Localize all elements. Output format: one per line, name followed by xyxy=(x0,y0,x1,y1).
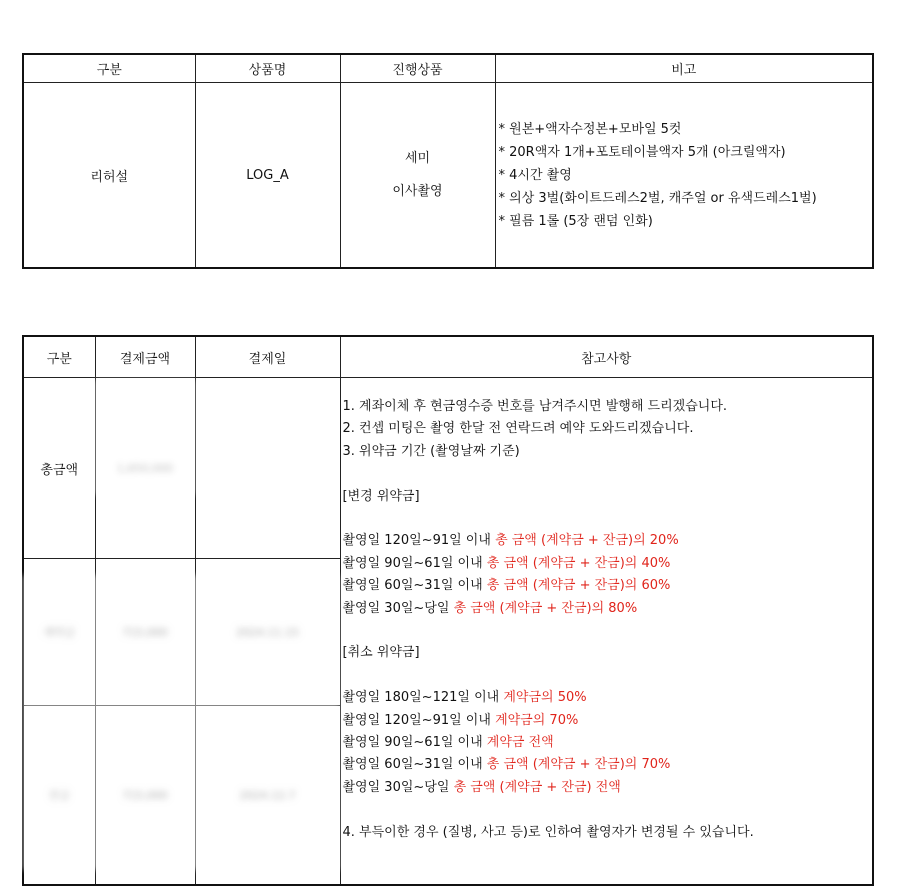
header-payment-date: 결제일 xyxy=(195,336,340,378)
change-penalty-line: 촬영일 30일~당일 총 금액 (계약금 + 잔금)의 80% xyxy=(342,600,638,616)
cancel-penalty-line: 촬영일 180일~121일 이내 계약금의 50% xyxy=(342,690,587,706)
note-line: * 의상 3벌(화이트드레스2벌, 캐주얼 or 유색드레스1벌) xyxy=(498,190,817,206)
product-table-header-row xyxy=(23,54,873,83)
header-product-name: 상품명 xyxy=(195,54,340,83)
change-penalty-line: 촬영일 60일~31일 이내 총 금액 (계약금 + 잔금)의 60% xyxy=(342,578,671,594)
cancel-penalty-line: 촬영일 90일~61일 이내 계약금 전액 xyxy=(342,735,554,751)
product-table-row xyxy=(23,83,873,269)
cancel-penalty-line: 촬영일 60일~31일 이내 총 금액 (계약금 + 잔금)의 70% xyxy=(342,757,671,773)
cell-category: 잔금 xyxy=(23,706,95,886)
header-category: 구분 xyxy=(23,54,195,83)
cell-reference xyxy=(340,378,873,886)
change-penalty-line: 촬영일 120일~91일 이내 총 금액 (계약금 + 잔금)의 20% xyxy=(342,533,679,549)
reference-item: 1. 계좌이체 후 현금영수증 번호를 남겨주시면 발행해 드리겠습니다. xyxy=(342,399,728,414)
amount-value: 715,000 xyxy=(122,788,168,802)
amount-value: 715,000 xyxy=(122,625,168,639)
reference-footer: 4. 부득이한 경우 (질병, 사고 등)로 인하여 촬영자가 변경될 수 있습니다. xyxy=(342,824,754,840)
progress-line-1: 세미 xyxy=(404,151,431,166)
reference-item: 2. 컨셉 미팅은 촬영 한달 전 연락드려 예약 도와드리겠습니다. xyxy=(342,421,694,437)
note-line: * 원본+액자수정본+모바일 5컷 xyxy=(498,121,682,137)
cancel-penalty-line: 촬영일 30일~당일 총 금액 (계약금 + 잔금) 전액 xyxy=(342,779,621,795)
change-penalty-title: [변경 위약금] xyxy=(342,488,420,504)
payment-table-header-row xyxy=(23,336,873,378)
header-reference: 참고사항 xyxy=(340,336,873,378)
header-notes: 비고 xyxy=(495,54,873,83)
cell-category: 리허설 xyxy=(23,83,195,269)
header-category: 구분 xyxy=(23,336,95,378)
cell-payment-date: 2024.11.15 xyxy=(195,559,340,706)
redaction-overlay xyxy=(22,575,340,870)
cancel-penalty-line: 촬영일 120일~91일 이내 계약금의 70% xyxy=(342,712,579,728)
redaction-overlay xyxy=(95,380,195,495)
product-table xyxy=(22,53,874,269)
cell-payment-date xyxy=(195,378,340,559)
cell-notes xyxy=(495,83,873,269)
cell-category: 계약금 xyxy=(23,559,95,706)
header-amount: 결제금액 xyxy=(95,336,195,378)
progress-line-2: 이사촬영 xyxy=(392,184,443,199)
cancel-penalty-title: [취소 위약금] xyxy=(342,645,420,661)
reference-item: 3. 위약금 기간 (촬영날짜 기준) xyxy=(342,443,520,459)
note-line: * 필름 1롤 (5장 랜덤 인화) xyxy=(498,213,653,229)
header-progress-product: 진행상품 xyxy=(340,54,495,83)
cell-category: 총금액 xyxy=(23,378,95,559)
cell-payment-date: 2024.12.7 xyxy=(195,706,340,886)
note-line: * 4시간 촬영 xyxy=(498,167,572,183)
note-line: * 20R액자 1개+포토테이블액자 5개 (아크릴액자) xyxy=(498,144,786,160)
change-penalty-line: 촬영일 90일~61일 이내 총 금액 (계약금 + 잔금)의 40% xyxy=(342,555,671,571)
cell-product-name: LOG_A xyxy=(195,83,340,269)
cell-progress-product xyxy=(340,83,495,269)
